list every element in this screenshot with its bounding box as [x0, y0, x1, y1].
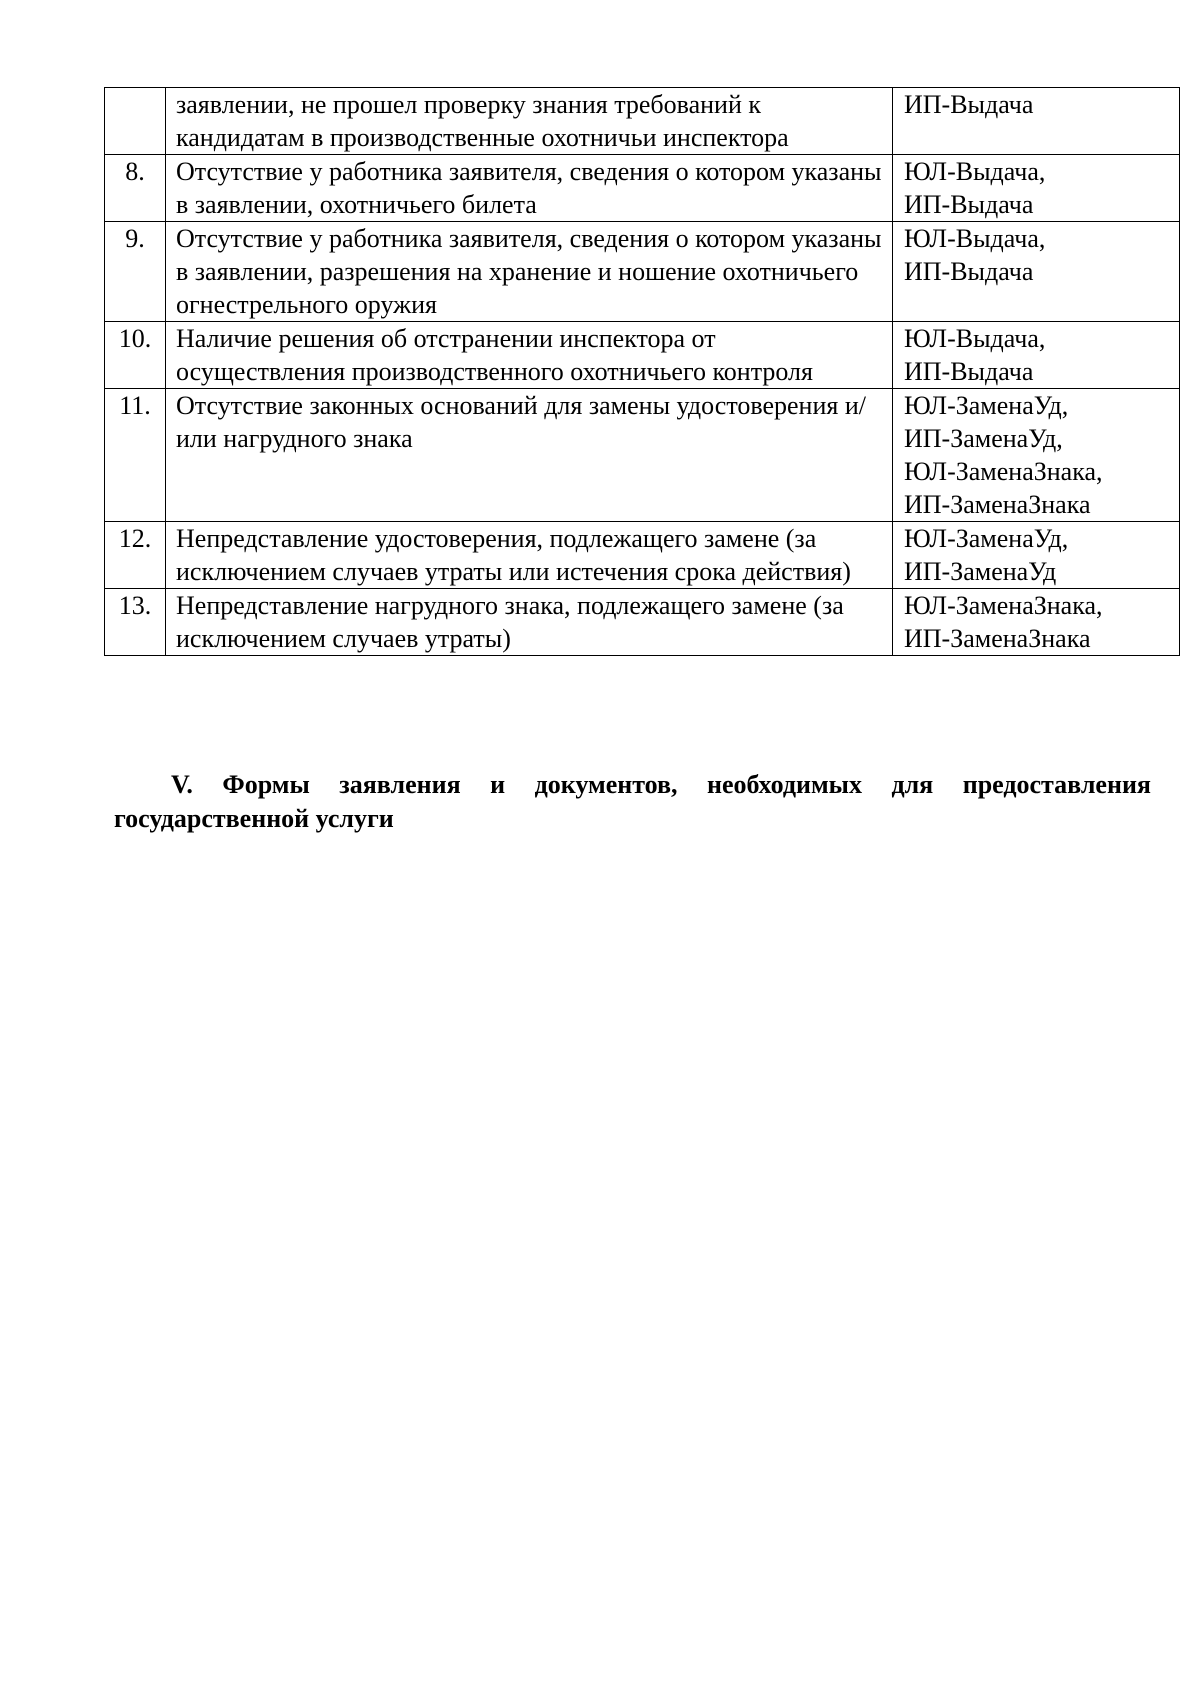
table-row [105, 389, 1180, 522]
row-number: 13. [105, 589, 166, 656]
row-codes [893, 88, 1180, 155]
row-description: Непредставление удостоверения, подлежащего замене (за исключением случаев утраты или истечения срока действия) [166, 522, 893, 589]
table-row [105, 222, 1180, 322]
row-description: Отсутствие законных оснований для замены удостоверения и/или нагрудного знака [166, 389, 893, 522]
row-description: заявлении, не прошел проверку знания требований к кандидатам в производственные охотничьи инспектора [166, 88, 893, 155]
service-code: ЮЛ-Выдача, [904, 324, 1046, 353]
table-row [105, 88, 1180, 155]
service-code: ЮЛ-ЗаменаЗнака, [904, 591, 1103, 620]
service-code: ЮЛ-ЗаменаУд, [904, 524, 1069, 553]
row-number: 9. [105, 222, 166, 322]
row-codes [893, 389, 1180, 522]
service-code: ИП-ЗаменаУд, [904, 424, 1063, 453]
service-code: ЮЛ-Выдача, [904, 157, 1046, 186]
service-code: ЮЛ-ЗаменаУд, [904, 391, 1069, 420]
service-code: ИП-ЗаменаУд [904, 557, 1057, 586]
row-number: 10. [105, 322, 166, 389]
service-code: ИП-Выдача [904, 257, 1034, 286]
section-heading-line2: государственной услуги [114, 804, 394, 833]
row-number: 8. [105, 155, 166, 222]
row-number [105, 88, 166, 155]
table-row [105, 155, 1180, 222]
row-codes [893, 322, 1180, 389]
row-number: 12. [105, 522, 166, 589]
service-code: ИП-ЗаменаЗнака [904, 490, 1091, 519]
row-number: 11. [105, 389, 166, 522]
table-row [105, 589, 1180, 656]
row-codes [893, 155, 1180, 222]
grounds-table [104, 87, 1180, 656]
service-code: ИП-ЗаменаЗнака [904, 624, 1091, 653]
row-description: Отсутствие у работника заявителя, сведения о котором указаны в заявлении, разрешения на хранение и ношение охотничьего огнестрельного оружия [166, 222, 893, 322]
row-description: Наличие решения об отстранении инспектора от осуществления производственного охотничьего контроля [166, 322, 893, 389]
service-code: ЮЛ-ЗаменаЗнака, [904, 457, 1103, 486]
service-code: ИП-Выдача [904, 90, 1034, 119]
section-heading-line1: V. Формы заявления и документов, необходимых для предоставления [171, 770, 1151, 799]
table-row [105, 322, 1180, 389]
table-row [105, 522, 1180, 589]
row-codes [893, 222, 1180, 322]
service-code: ИП-Выдача [904, 357, 1034, 386]
service-code: ИП-Выдача [904, 190, 1034, 219]
row-codes [893, 522, 1180, 589]
row-description: Непредставление нагрудного знака, подлежащего замене (за исключением случаев утраты) [166, 589, 893, 656]
section-heading [114, 768, 1151, 836]
row-description: Отсутствие у работника заявителя, сведения о котором указаны в заявлении, охотничьего билета [166, 155, 893, 222]
row-codes [893, 589, 1180, 656]
service-code: ЮЛ-Выдача, [904, 224, 1046, 253]
